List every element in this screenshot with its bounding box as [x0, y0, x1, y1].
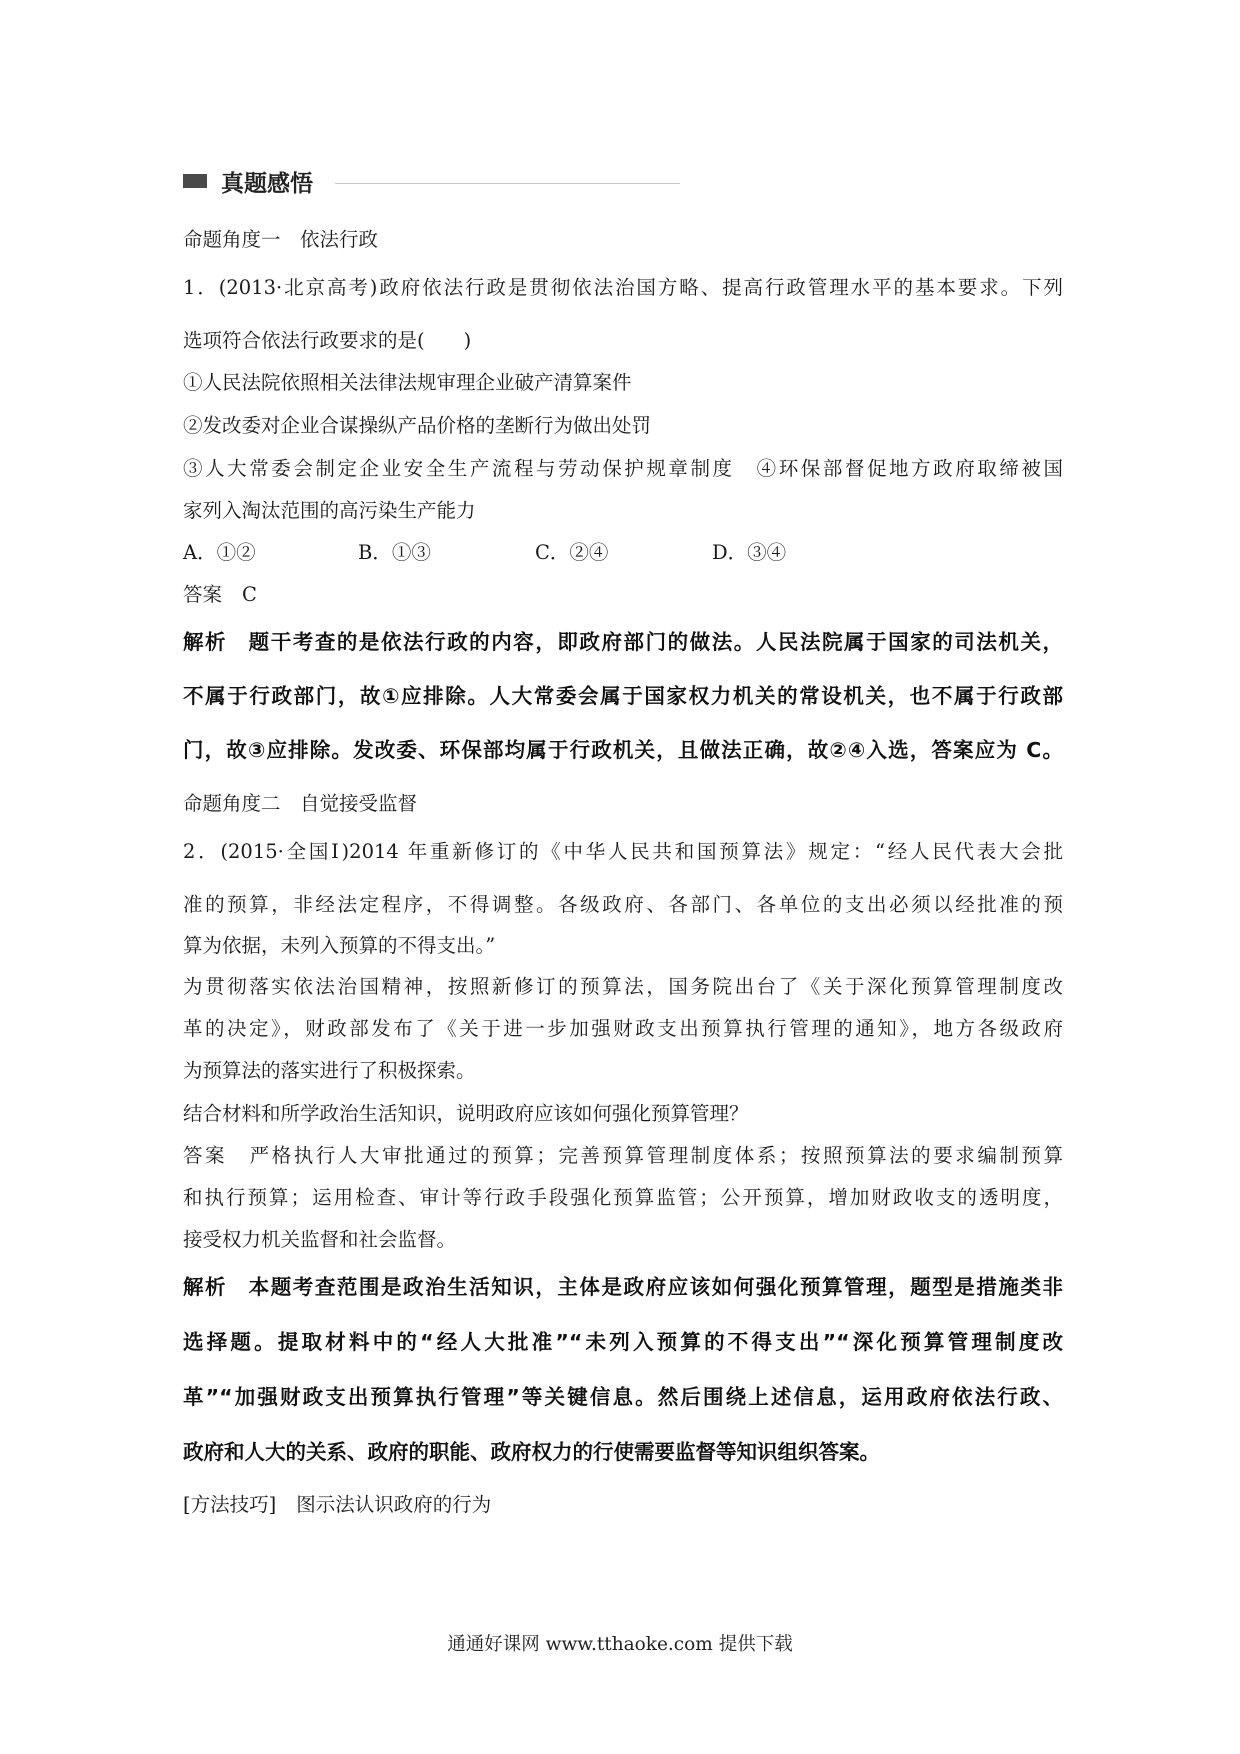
q2-analysis-line3: 革”“加强财政支出预算执行管理”等关键信息。然后围绕上述信息，运用政府依法行政、	[183, 1385, 1063, 1409]
q2-material-line3: 为预算法的落实进行了积极探索。	[183, 1059, 476, 1082]
q1-analysis-label: 解析	[183, 630, 228, 654]
q1-item1: ①人民法院依照相关法律法规审理企业破产清算案件	[183, 371, 632, 394]
q2-question: 结合材料和所学政治生活知识，说明政府应该如何强化预算管理？	[183, 1102, 749, 1125]
q1-item2: ②发改委对企业合谋操纵产品价格的垄断行为做出处罚	[183, 414, 652, 437]
q2-analysis-line4: 政府和人大的关系、政府的职能、政府权力的行使需要监督等知识组织答案。	[183, 1440, 880, 1464]
q2-answer-line2: 和执行预算；运用检查、审计等行政手段强化预算监管；公开预算，增加财政收支的透明度，	[183, 1186, 1063, 1209]
angle2-title: 命题角度二 自觉接受监督	[183, 792, 418, 815]
q1-option-b: B．①③	[358, 541, 431, 564]
q2-stem-line3: 算为依据，未列入预算的不得支出。”	[183, 934, 496, 957]
method-label: [方法技巧]	[183, 1493, 277, 1516]
q1-options	[183, 539, 1063, 567]
q1-stem-line1: 1．(2013·北京高考)政府依法行政是贯彻依法治国方略、提高行政管理水平的基本要求。下列	[183, 276, 1063, 299]
q1-answer-value: C	[242, 583, 257, 606]
footer-text: 通通好课网 www.tthaoke.com 提供下载	[447, 1634, 793, 1655]
section-header	[183, 166, 313, 196]
q1-option-d: D．③④	[712, 541, 787, 564]
q1-option-a: A．①②	[183, 541, 256, 564]
section-divider	[335, 183, 680, 184]
q2-material-line2: 革的决定》，财政部发布了《关于进一步加强财政支出预算执行管理的通知》，地方各级政府	[183, 1017, 1063, 1040]
q1-option-c: C．②④	[535, 541, 609, 564]
q2-stem-line1: 2．(2015·全国Ⅰ)2014 年重新修订的《中华人民共和国预算法》规定：“经人民代表大会批	[183, 840, 1063, 863]
q1-analysis-line3: 门，故③应排除。发改委、环保部均属于行政机关，且做法正确，故②④入选，答案应为 C。	[183, 738, 1063, 762]
method-tip	[183, 1491, 491, 1519]
q1-item3-line2: 家列入淘汰范围的高污染生产能力	[183, 499, 476, 522]
q2-material-line1: 为贯彻落实依法治国精神，按照新修订的预算法，国务院出台了《关于深化预算管理制度改	[183, 975, 1063, 998]
q2-stem-line2: 准的预算，非经法定程序，不得调整。各级政府、各部门、各单位的支出必须以经批准的预	[183, 893, 1063, 916]
q2-answer-label: 答案	[183, 1144, 228, 1167]
section-marker-icon	[183, 174, 207, 188]
q1-analysis-line1: 解析 题干考查的是依法行政的内容，即政府部门的做法。人民法院属于国家的司法机关，	[183, 630, 1064, 654]
q2-analysis-label: 解析	[183, 1275, 228, 1299]
q2-analysis-line1: 解析 本题考查范围是政治生活知识，主体是政府应该如何强化预算管理，题型是措施类非	[183, 1275, 1064, 1299]
angle1-title: 命题角度一 依法行政	[183, 228, 379, 251]
q1-stem-line2: 选项符合依法行政要求的是( )	[183, 329, 472, 352]
q1-item3-line1: ③人大常委会制定企业安全生产流程与劳动保护规章制度 ④环保部督促地方政府取缔被国	[183, 457, 1063, 480]
q1-analysis-line2: 不属于行政部门，故①应排除。人大常委会属于国家权力机关的常设机关，也不属于行政部	[183, 684, 1063, 708]
q1-answer-label: 答案	[183, 583, 223, 606]
section-title: 真题感悟	[221, 170, 313, 197]
q2-answer-line1: 答案 严格执行人大审批通过的预算；完善预算管理制度体系；按照预算法的要求编制预算	[183, 1144, 1063, 1167]
q2-answer-line3: 接受权力机关监督和社会监督。	[183, 1228, 457, 1251]
q1-answer	[183, 581, 257, 609]
method-text: 图示法认识政府的行为	[296, 1493, 492, 1516]
q2-analysis-line2: 选择题。提取材料中的“经人大批准”“未列入预算的不得支出”“深化预算管理制度改	[183, 1330, 1063, 1354]
